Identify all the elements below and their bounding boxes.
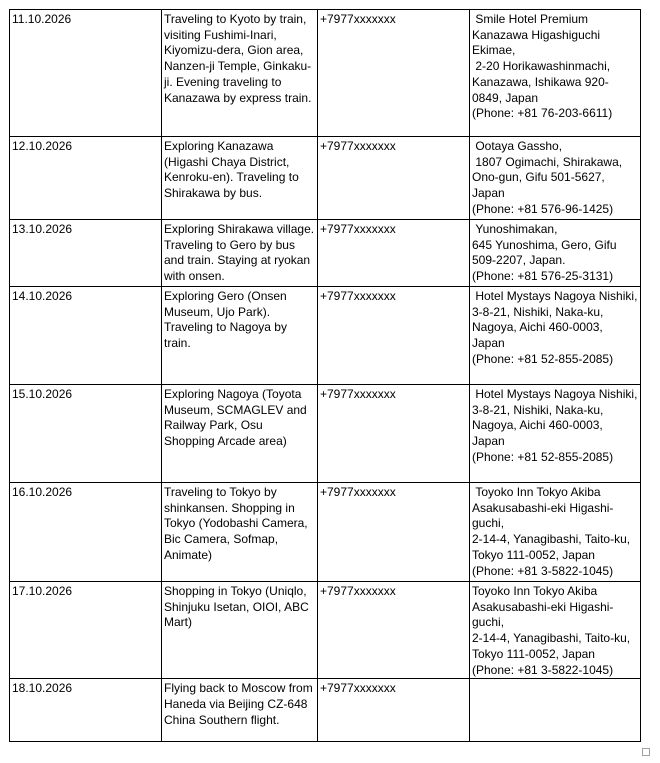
plan-cell: Flying back to Moscow from Haneda via Beijing CZ-648 China Southern flight. <box>162 679 318 742</box>
date-cell: 18.10.2026 <box>10 679 162 742</box>
hotel-address: 1807 Ogimachi, Shirakawa, Ono-gun, Gifu 501-5627, Japan <box>472 154 626 201</box>
hotel-phone: (Phone: +81 576-96-1425) <box>472 201 614 216</box>
hotel-address: 2-20 Horikawashinmachi, Kanazawa, Ishikawa 920-0849, Japan <box>472 59 614 105</box>
plan-cell: Traveling to Tokyo by shinkansen. Shopping in Tokyo (Yodobashi Camera, Bic Camera, Sofmap, Animate) <box>162 483 318 582</box>
hotel-phone: (Phone: +81 3-5822-1045) <box>472 662 614 677</box>
date-cell: 12.10.2026 <box>10 137 162 220</box>
table-row <box>10 137 641 220</box>
phone-cell: +7977xxxxxxx <box>318 582 470 679</box>
table-row <box>10 385 641 483</box>
hotel-phone: (Phone: +81 3-5822-1045) <box>472 563 614 578</box>
hotel-address: 3-8-21, Nishiki, Naka-ku, Nagoya, Aichi 460-0003, Japan <box>472 402 607 449</box>
plan-cell: Shopping in Tokyo (Uniqlo, Shinjuku Isetan, OIOI, ABC Mart) <box>162 582 318 679</box>
table-end-marker-icon <box>642 748 650 756</box>
hotel-address: 645 Yunoshima, Gero, Gifu 509-2207, Japan. <box>472 237 620 268</box>
table-row <box>10 483 641 582</box>
hotel-address: 3-8-21, Nishiki, Naka-ku, Nagoya, Aichi 460-0003, Japan <box>472 304 607 351</box>
hotel-name: Yunoshimakan, <box>472 222 558 236</box>
phone-cell: +7977xxxxxxx <box>318 483 470 582</box>
date-cell: 13.10.2026 <box>10 220 162 287</box>
hotel-cell <box>470 137 641 220</box>
hotel-address: 2-14-4, Yanagibashi, Taito-ku, Tokyo 111-0052, Japan <box>472 532 634 562</box>
hotel-cell <box>470 582 641 679</box>
date-cell: 16.10.2026 <box>10 483 162 582</box>
hotel-phone: (Phone: +81 76-203-6611) <box>472 106 613 121</box>
hotel-phone: (Phone: +81 52-855-2085) <box>472 351 614 366</box>
plan-cell: Exploring Nagoya (Toyota Museum, SCMAGLEV and Railway Park, Osu Shopping Arcade area) <box>162 385 318 483</box>
table-row <box>10 220 641 287</box>
phone-cell: +7977xxxxxxx <box>318 137 470 220</box>
hotel-name: Toyoko Inn Tokyo Akiba Asakusabashi-eki Higashi-guchi, <box>472 584 614 630</box>
phone-cell: +7977xxxxxxx <box>318 220 470 287</box>
hotel-name: Hotel Mystays Nagoya Nishiki, <box>472 289 638 303</box>
phone-cell: +7977xxxxxxx <box>318 679 470 742</box>
itinerary-table <box>9 9 641 742</box>
hotel-cell <box>470 385 641 483</box>
hotel-name: Smile Hotel Premium Kanazawa Higashiguchi Ekimae, <box>472 12 604 58</box>
date-cell: 14.10.2026 <box>10 287 162 385</box>
date-cell: 17.10.2026 <box>10 582 162 679</box>
date-cell: 15.10.2026 <box>10 385 162 483</box>
hotel-name: Hotel Mystays Nagoya Nishiki, <box>472 387 638 401</box>
table-row <box>10 582 641 679</box>
phone-cell: +7977xxxxxxx <box>318 10 470 137</box>
hotel-cell <box>470 483 641 582</box>
plan-cell: Traveling to Kyoto by train, visiting Fushimi-Inari, Kiyomizu-dera, Gion area, Nanzen-ji Temple, Ginkaku-ji. Evening traveling to Kanazawa by express train. <box>162 10 318 137</box>
plan-cell: Exploring Gero (Onsen Museum, Ujo Park). Traveling to Nagoya by train. <box>162 287 318 385</box>
phone-cell: +7977xxxxxxx <box>318 385 470 483</box>
hotel-phone: (Phone: +81 576-25-3131) <box>472 269 614 284</box>
hotel-cell <box>470 10 641 137</box>
itinerary-body <box>10 10 641 742</box>
hotel-cell <box>470 679 641 742</box>
hotel-name: Toyoko Inn Tokyo Akiba Asakusabashi-eki Higashi-guchi, <box>472 485 614 531</box>
table-row <box>10 679 641 742</box>
hotel-name: Ootaya Gassho, <box>472 139 563 153</box>
hotel-cell <box>470 287 641 385</box>
table-row <box>10 287 641 385</box>
hotel-phone: (Phone: +81 52-855-2085) <box>472 449 614 464</box>
table-row <box>10 10 641 137</box>
plan-cell: Exploring Kanazawa (Higashi Chaya District, Kenroku-en). Traveling to Shirakawa by bus. <box>162 137 318 220</box>
hotel-address: 2-14-4, Yanagibashi, Taito-ku, Tokyo 111-0052, Japan <box>472 631 634 661</box>
date-cell: 11.10.2026 <box>10 10 162 137</box>
hotel-cell <box>470 220 641 287</box>
phone-cell: +7977xxxxxxx <box>318 287 470 385</box>
plan-cell: Exploring Shirakawa village. Traveling to Gero by bus and train. Staying at ryokan with onsen. <box>162 220 318 287</box>
